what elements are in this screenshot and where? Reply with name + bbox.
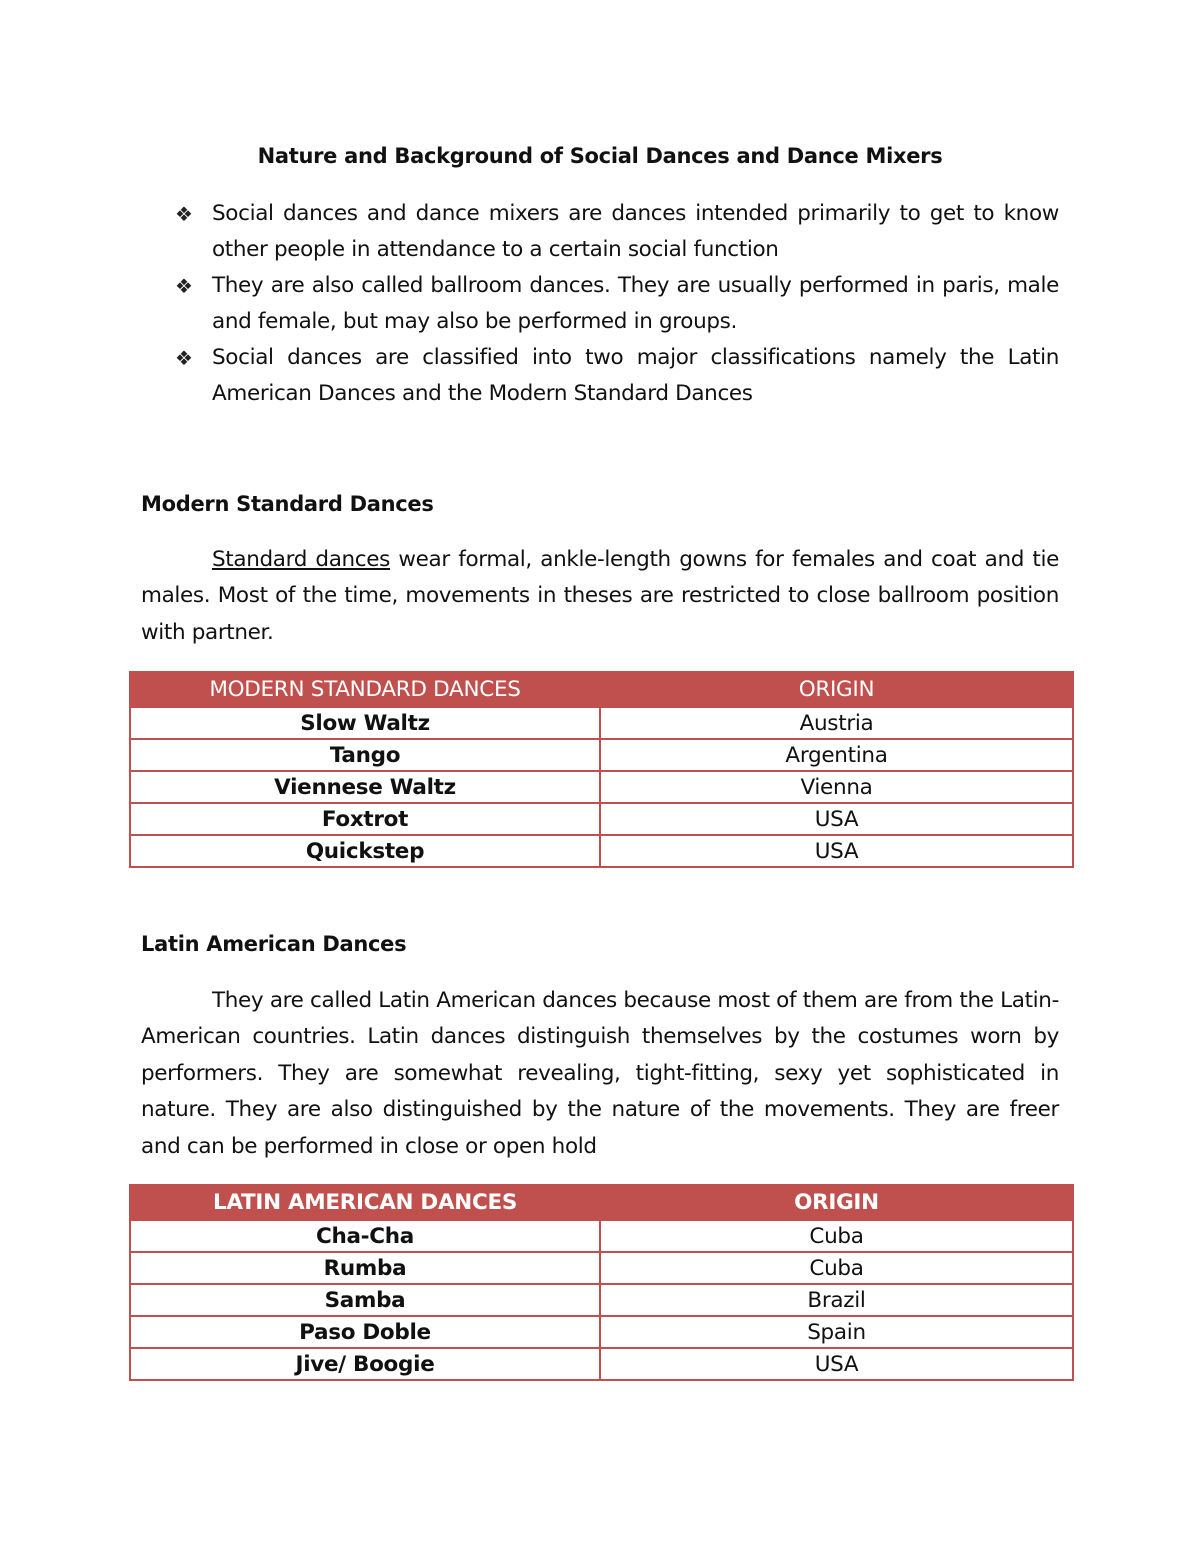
column-header-origin: ORIGIN <box>600 1185 1073 1220</box>
dance-name: Cha-Cha <box>130 1220 600 1252</box>
dance-origin: Brazil <box>600 1284 1073 1316</box>
table-header-row <box>130 1185 1073 1220</box>
modern-dances-table <box>129 671 1074 868</box>
table-header-row <box>130 672 1073 707</box>
column-header-origin: ORIGIN <box>600 672 1073 707</box>
table-row <box>130 1348 1073 1380</box>
list-item: ❖ Social dances and dance mixers are dances intended primarily to get to know other people in attendance to a certain social function <box>141 196 1059 268</box>
standard-dances-term: Standard dances <box>212 547 391 572</box>
table-row <box>130 739 1073 771</box>
table-row <box>130 835 1073 867</box>
list-item: ❖ Social dances are classified into two major classifications namely the Latin American Dances and the Modern Standard Dances <box>141 340 1059 412</box>
dance-name: Samba <box>130 1284 600 1316</box>
latin-dances-table <box>129 1184 1074 1381</box>
table-row <box>130 1252 1073 1284</box>
modern-paragraph: Standard dances wear formal, ankle-length gowns for females and coat and tie males. Most of the time, movements in theses are restricted to close ballroom position with partner. <box>141 547 1060 645</box>
table-row <box>130 771 1073 803</box>
dance-origin: Cuba <box>600 1252 1073 1284</box>
diamond-bullet-icon: ❖ <box>175 346 193 370</box>
table-row <box>130 1284 1073 1316</box>
modern-section-heading: Modern Standard Dances <box>141 492 434 516</box>
table-row <box>130 707 1073 739</box>
diamond-bullet-icon: ❖ <box>175 202 193 226</box>
latin-paragraph: They are called Latin American dances because most of them are from the Latin-American countries. Latin dances distinguish themselves by the costumes worn by performers. They are somewhat revealing, tight-fitting, sexy yet sophisticated in nature. They are also distinguished by the nature of the movements. They are freer and can be performed in close or open hold <box>141 988 1059 1159</box>
list-item: ❖ They are also called ballroom dances. They are usually performed in paris, male and female, but may also be performed in groups. <box>141 268 1059 340</box>
intro-bullet-list <box>141 196 1059 412</box>
dance-name: Quickstep <box>130 835 600 867</box>
column-header-dance: MODERN STANDARD DANCES <box>130 672 600 707</box>
diamond-bullet-icon: ❖ <box>175 274 193 298</box>
dance-name: Viennese Waltz <box>130 771 600 803</box>
dance-name: Slow Waltz <box>130 707 600 739</box>
dance-name: Rumba <box>130 1252 600 1284</box>
table-row <box>130 1220 1073 1252</box>
dance-origin: Cuba <box>600 1220 1073 1252</box>
dance-name: Paso Doble <box>130 1316 600 1348</box>
dance-name: Tango <box>130 739 600 771</box>
dance-origin: USA <box>600 1348 1073 1380</box>
dance-origin: USA <box>600 835 1073 867</box>
table-row <box>130 803 1073 835</box>
dance-origin: Argentina <box>600 739 1073 771</box>
dance-origin: USA <box>600 803 1073 835</box>
dance-name: Foxtrot <box>130 803 600 835</box>
dance-origin: Austria <box>600 707 1073 739</box>
dance-origin: Spain <box>600 1316 1073 1348</box>
page-title: Nature and Background of Social Dances and Dance Mixers <box>257 144 943 168</box>
latin-section-heading: Latin American Dances <box>141 932 407 956</box>
dance-name: Jive/ Boogie <box>130 1348 600 1380</box>
table-row <box>130 1316 1073 1348</box>
column-header-dance: LATIN AMERICAN DANCES <box>130 1185 600 1220</box>
dance-origin: Vienna <box>600 771 1073 803</box>
